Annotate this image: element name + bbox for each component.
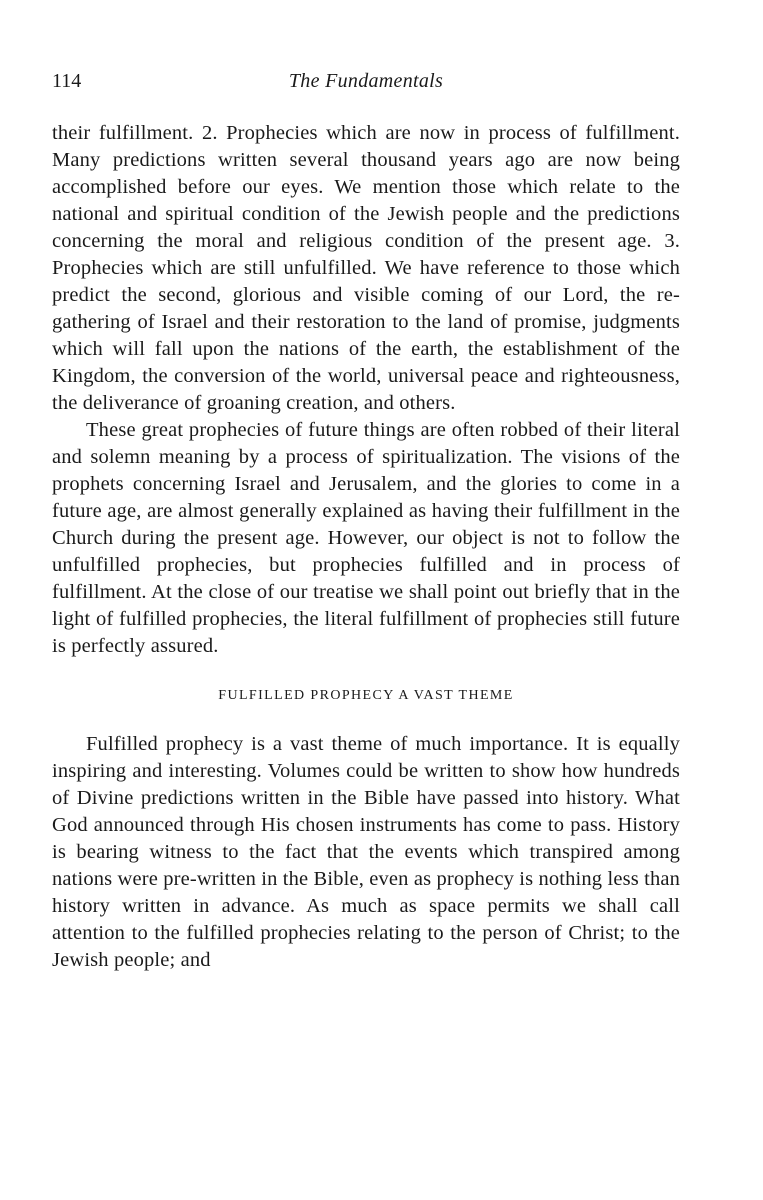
- page-header: [52, 70, 680, 100]
- paragraph-fulfilled-prophecy: Fulfilled prophecy is a vast theme of much importance. It is equally inspiring and interesting. Volumes could be written to show how hundreds of Divine predictions written in the Bible have passed into history. What God announced through His chosen instruments has come to pass. History is bearing witness to the fact that the events which transpired among nations were pre-written in the Bible, even as prophecy is nothing less than history written in advance. As much as space permits we shall call attention to the fulfilled prophecies relating to the person of Christ; to the Jewish people; and: [52, 733, 680, 971]
- paragraph-continuation: their fulfillment. 2. Prophecies which are now in process of fulfillment. Many predictions written several thousand years ago are now being accomplished before our eyes. We mention those which relate to the national and spiritual condition of the Jewish people and the predictions concerning the moral and religious condition of the present age. 3. Prophecies which are still unfulfilled. We have reference to those which predict the second, glorious and visible coming of our Lord, the re-gathering of Israel and their restoration to the land of promise, judgments which will fall upon the nations of the earth, the establishment of the Kingdom, the conversion of the world, universal peace and righteousness, the deliverance of groaning creation, and others.: [52, 122, 680, 414]
- paragraph-spiritualization: These great prophecies of future things are often robbed of their literal and solemn meaning by a process of spiritualization. The visions of the prophets concerning Israel and Jerusalem, and the glories to come in a future age, are almost generally explained as having their fulfillment in the Church during the present age. However, our object is not to follow the unfulfilled prophecies, but prophecies fulfilled and in process of fulfillment. At the close of our treatise we shall point out briefly that in the light of fulfilled prophecies, the literal fulfillment of prophecies still future is perfectly assured.: [52, 419, 680, 657]
- running-title: The Fundamentals: [288, 70, 444, 92]
- page-number: 114: [52, 70, 82, 92]
- section-heading: FULFILLED PROPHECY A VAST THEME: [218, 688, 514, 703]
- body-text: [52, 120, 680, 974]
